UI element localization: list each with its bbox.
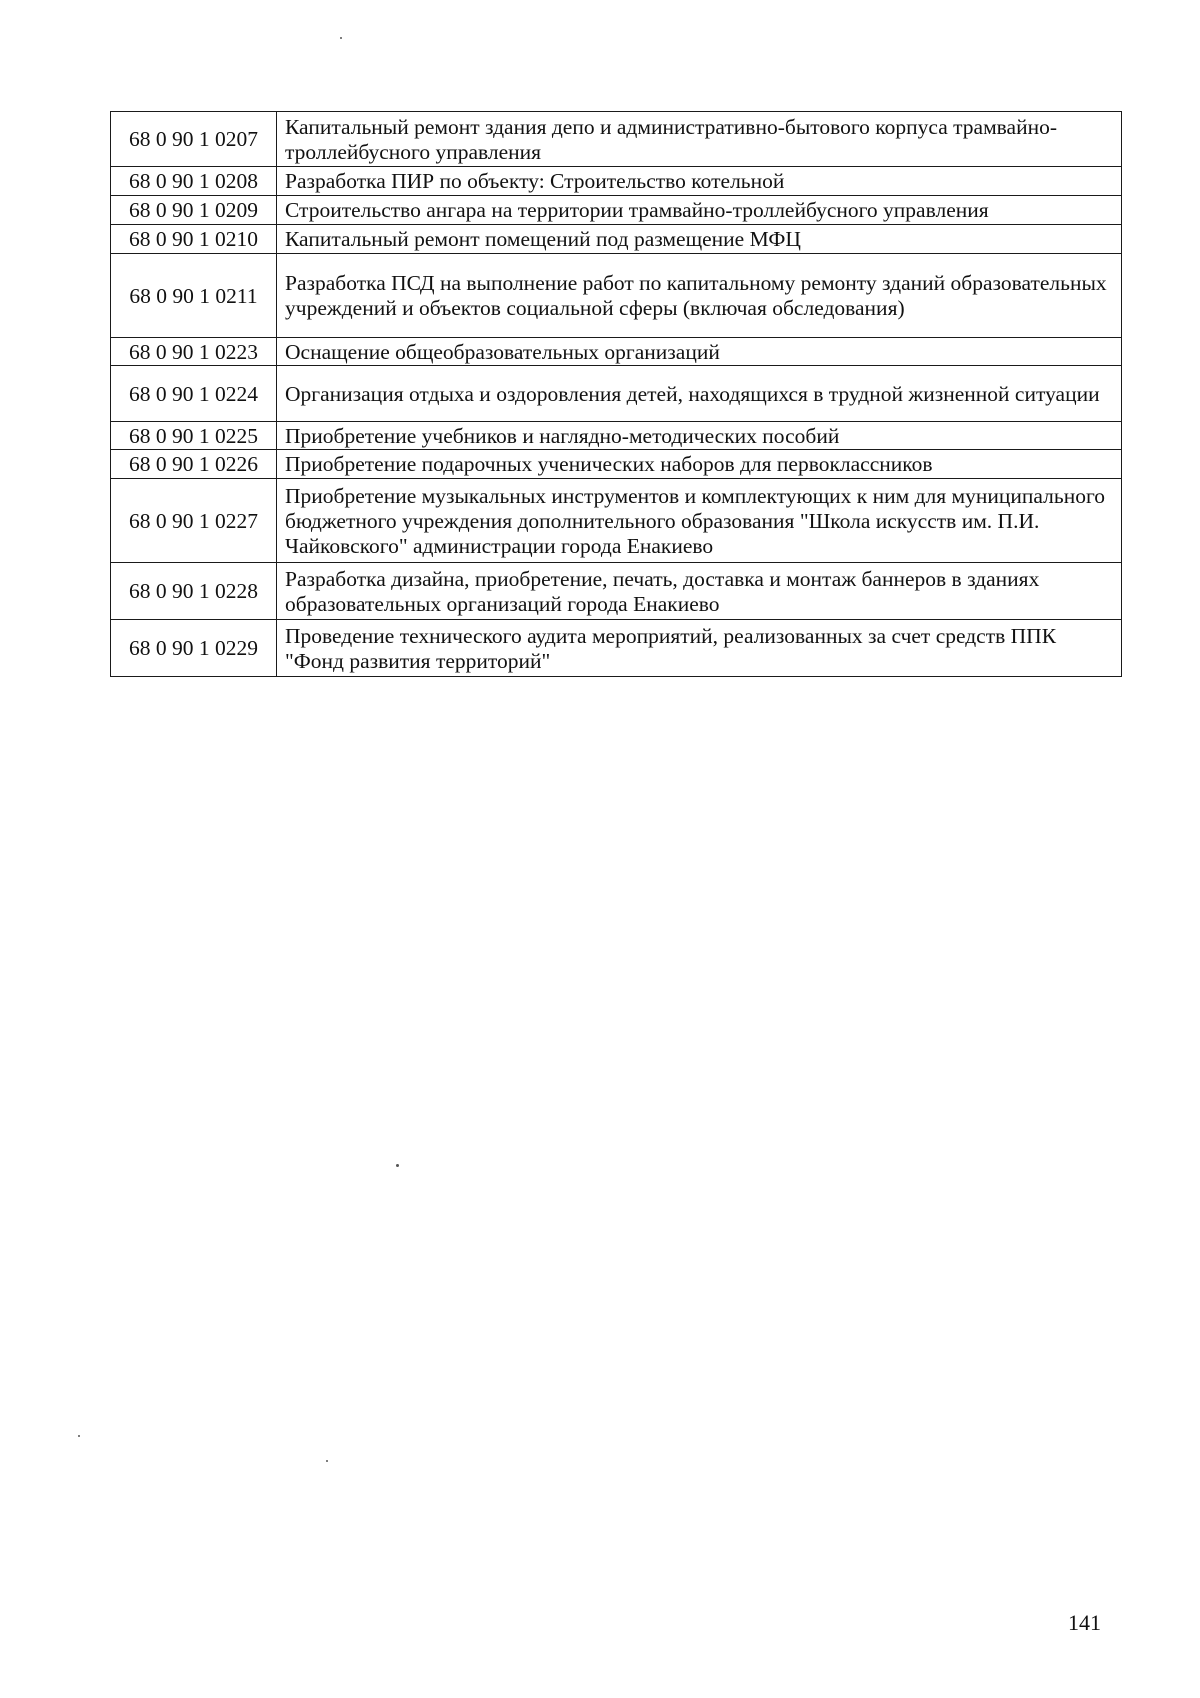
budget-codes-table [110, 111, 1122, 677]
table-row [111, 620, 1122, 677]
table-row [111, 196, 1122, 225]
row-description: Проведение технического аудита мероприятий, реализованных за счет средств ППК "Фонд развития территорий" [277, 620, 1122, 677]
scan-speck [340, 37, 342, 39]
row-code: 68 0 90 1 0207 [111, 112, 277, 167]
row-description: Приобретение подарочных ученических наборов для первоклассников [277, 450, 1122, 479]
row-code: 68 0 90 1 0229 [111, 620, 277, 677]
row-code: 68 0 90 1 0223 [111, 338, 277, 366]
row-code: 68 0 90 1 0210 [111, 225, 277, 254]
row-code: 68 0 90 1 0228 [111, 563, 277, 620]
page-number: 141 [1068, 1610, 1101, 1635]
scan-speck [326, 1460, 328, 1462]
table-row [111, 112, 1122, 167]
table-row [111, 225, 1122, 254]
row-description: Строительство ангара на территории трамвайно-троллейбусного управления [277, 196, 1122, 225]
table-row [111, 479, 1122, 563]
table-row [111, 254, 1122, 338]
row-description: Приобретение учебников и наглядно-методических пособий [277, 422, 1122, 450]
row-description: Капитальный ремонт помещений под размещение МФЦ [277, 225, 1122, 254]
row-code: 68 0 90 1 0225 [111, 422, 277, 450]
row-description: Оснащение общеобразовательных организаций [277, 338, 1122, 366]
row-code: 68 0 90 1 0226 [111, 450, 277, 479]
row-description: Разработка ПСД на выполнение работ по капитальному ремонту зданий образовательных учреждений и объектов социальной сферы (включая обследования) [277, 254, 1122, 338]
row-code: 68 0 90 1 0209 [111, 196, 277, 225]
table-row [111, 450, 1122, 479]
row-description: Капитальный ремонт здания депо и административно-бытового корпуса трамвайно-троллейбусного управления [277, 112, 1122, 167]
row-description: Приобретение музыкальных инструментов и комплектующих к ним для муниципального бюджетного учреждения дополнительного образования "Школа искусств им. П.И. Чайковского" администрации города Енакиево [277, 479, 1122, 563]
row-description: Разработка дизайна, приобретение, печать, доставка и монтаж баннеров в зданиях образовательных организаций города Енакиево [277, 563, 1122, 620]
table-body [111, 112, 1122, 677]
table-row [111, 422, 1122, 450]
scan-speck [396, 1164, 399, 1167]
table-row [111, 366, 1122, 422]
row-description: Разработка ПИР по объекту: Строительство котельной [277, 167, 1122, 196]
table-row [111, 167, 1122, 196]
table-row [111, 338, 1122, 366]
row-description: Организация отдыха и оздоровления детей, находящихся в трудной жизненной ситуации [277, 366, 1122, 422]
table-row [111, 563, 1122, 620]
row-code: 68 0 90 1 0224 [111, 366, 277, 422]
row-code: 68 0 90 1 0227 [111, 479, 277, 563]
scan-speck [78, 1435, 80, 1437]
row-code: 68 0 90 1 0208 [111, 167, 277, 196]
row-code: 68 0 90 1 0211 [111, 254, 277, 338]
